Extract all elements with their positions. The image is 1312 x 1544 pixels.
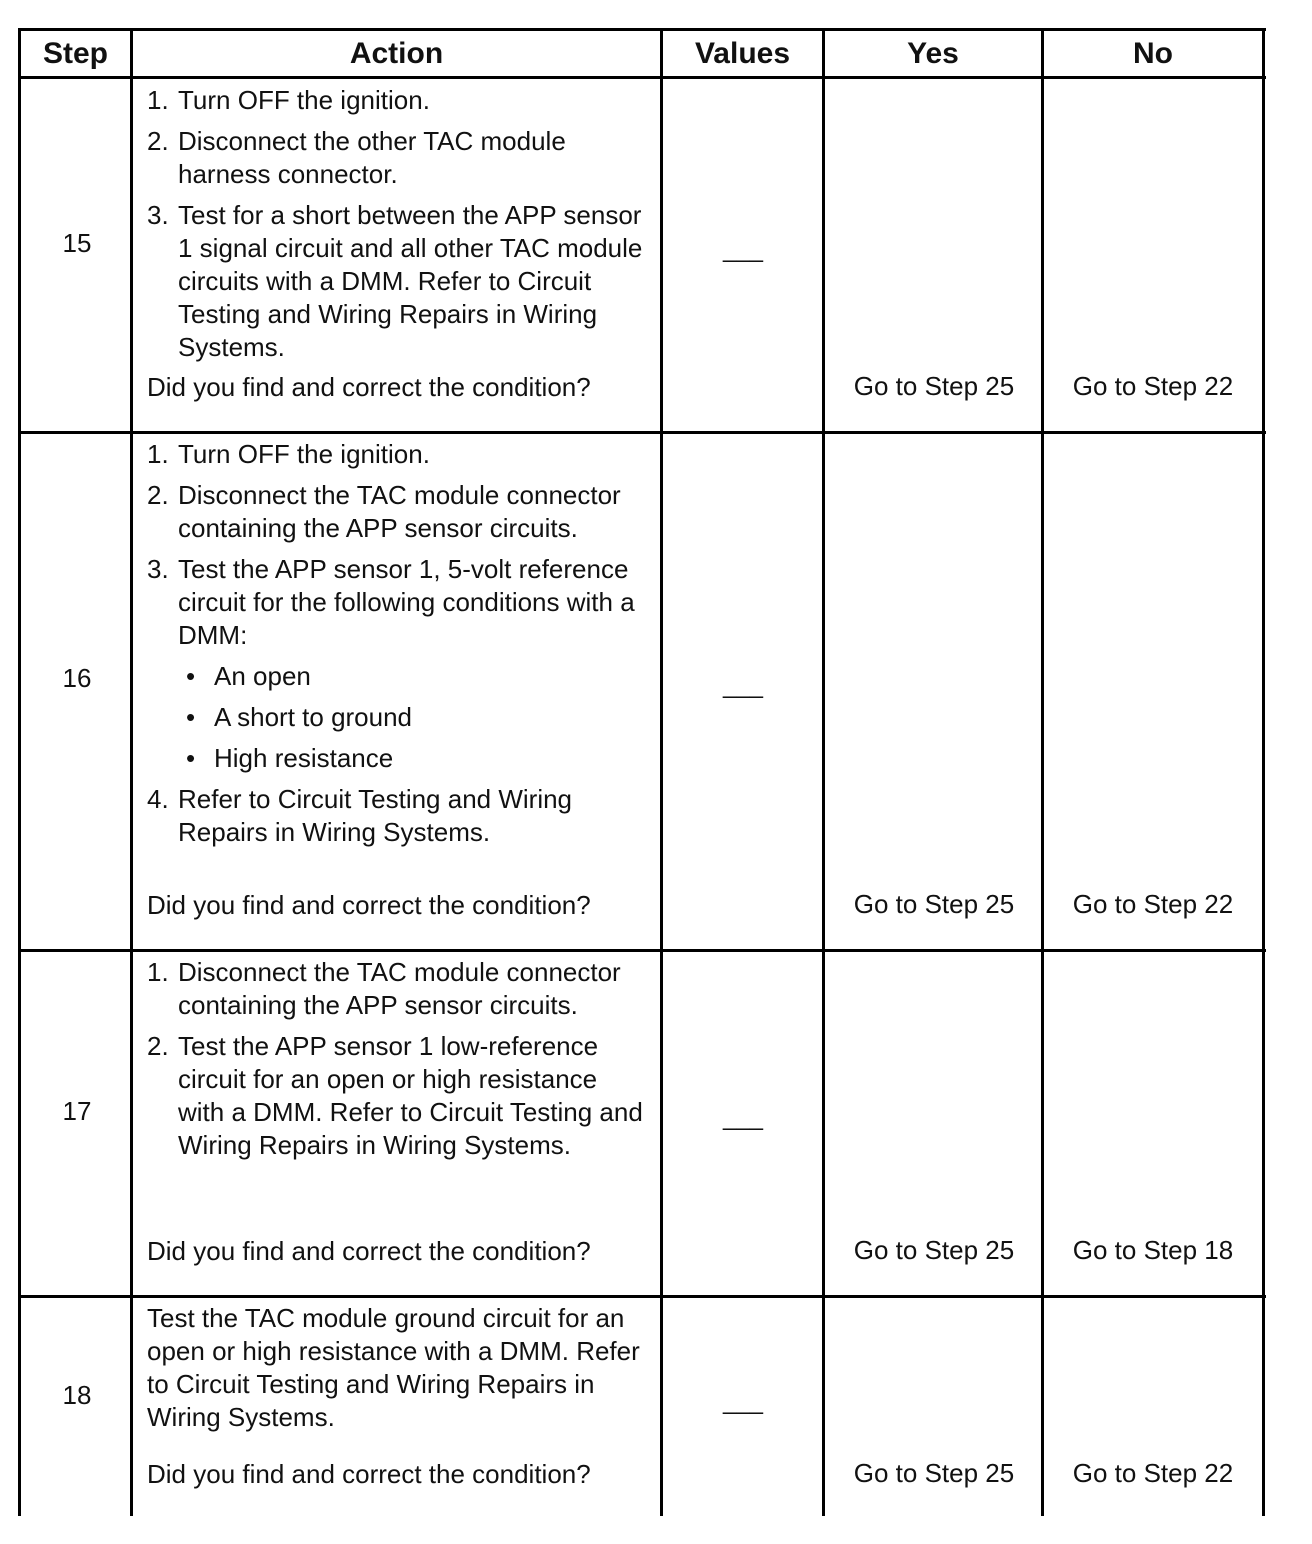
action-step: 1. Turn OFF the ignition. — [147, 85, 430, 115]
condition-list — [178, 660, 647, 775]
no-goto: Go to Step 22 — [1072, 1458, 1234, 1488]
question: Did you find and correct the condition? — [147, 1459, 591, 1489]
table-right-border — [1262, 28, 1265, 1516]
action-cell: Test the TAC module ground circuit for an open or high resistance with a DMM. Refer to Circuit Testing and Wiring Repairs in Wiring Systems. — [147, 1303, 640, 1432]
step-number: 17 — [62, 1096, 92, 1126]
yes-goto: Go to Step 25 — [853, 889, 1015, 919]
row-divider — [20, 431, 1266, 434]
step-number: 15 — [62, 228, 92, 258]
step-number: 18 — [62, 1380, 92, 1410]
question: Did you find and correct the condition? — [147, 1236, 591, 1266]
action-step: 1. Turn OFF the ignition. — [147, 439, 430, 469]
header-no: No — [1133, 37, 1173, 70]
question: Did you find and correct the condition? — [147, 372, 591, 402]
values-cell: ___ — [722, 1104, 764, 1131]
action-step: 3. Test for a short between the APP sensor 1 signal circuit and all other TAC module circuits with a DMM. Refer to Circuit Testing and Wiring Repairs in Wiring Systems. — [147, 200, 643, 362]
no-goto: Go to Step 22 — [1072, 371, 1234, 401]
action-step: 2. Disconnect the other TAC module harness connector. — [147, 126, 566, 189]
header-yes: Yes — [907, 37, 959, 70]
action-step: 1. Disconnect the TAC module connector containing the APP sensor circuits. — [147, 957, 621, 1020]
table-left-border — [18, 28, 21, 1516]
yes-goto: Go to Step 25 — [853, 371, 1015, 401]
row-divider — [20, 949, 1266, 952]
action-steps — [147, 438, 647, 849]
header-step: Step — [42, 37, 108, 70]
header-values: Values — [694, 37, 791, 70]
action-step: 4. Refer to Circuit Testing and Wiring Repairs in Wiring Systems. — [147, 784, 573, 847]
values-cell: ___ — [722, 672, 764, 699]
action-step: 3. Test the APP sensor 1, 5-volt reference circuit for the following conditions with a DMM: • An open • A short to ground • High resistance — [147, 553, 647, 775]
values-cell: ___ — [722, 1388, 764, 1415]
condition-item: • A short to ground — [186, 702, 413, 732]
action-step: 2. Disconnect the TAC module connector containing the APP sensor circuits. — [147, 480, 621, 543]
no-goto: Go to Step 22 — [1072, 889, 1234, 919]
condition-item: • An open — [186, 661, 311, 691]
no-goto: Go to Step 18 — [1072, 1235, 1234, 1265]
action-cell — [147, 956, 647, 1170]
action-cell — [147, 84, 647, 372]
question: Did you find and correct the condition? — [147, 890, 591, 920]
values-cell: ___ — [722, 236, 764, 263]
yes-goto: Go to Step 25 — [853, 1235, 1015, 1265]
step-number: 16 — [62, 663, 92, 693]
column-divider — [1041, 28, 1044, 1516]
action-steps — [147, 84, 647, 364]
yes-goto: Go to Step 25 — [853, 1458, 1015, 1488]
row-divider — [20, 1295, 1266, 1298]
action-steps — [147, 956, 647, 1162]
condition-item: • High resistance — [186, 743, 394, 773]
header-action: Action — [349, 37, 444, 70]
action-cell — [147, 438, 647, 857]
action-step: 2. Test the APP sensor 1 low-reference circuit for an open or high resistance with a DMM. Refer to Circuit Testing and Wiring Repairs in Wiring Systems. — [147, 1031, 643, 1160]
